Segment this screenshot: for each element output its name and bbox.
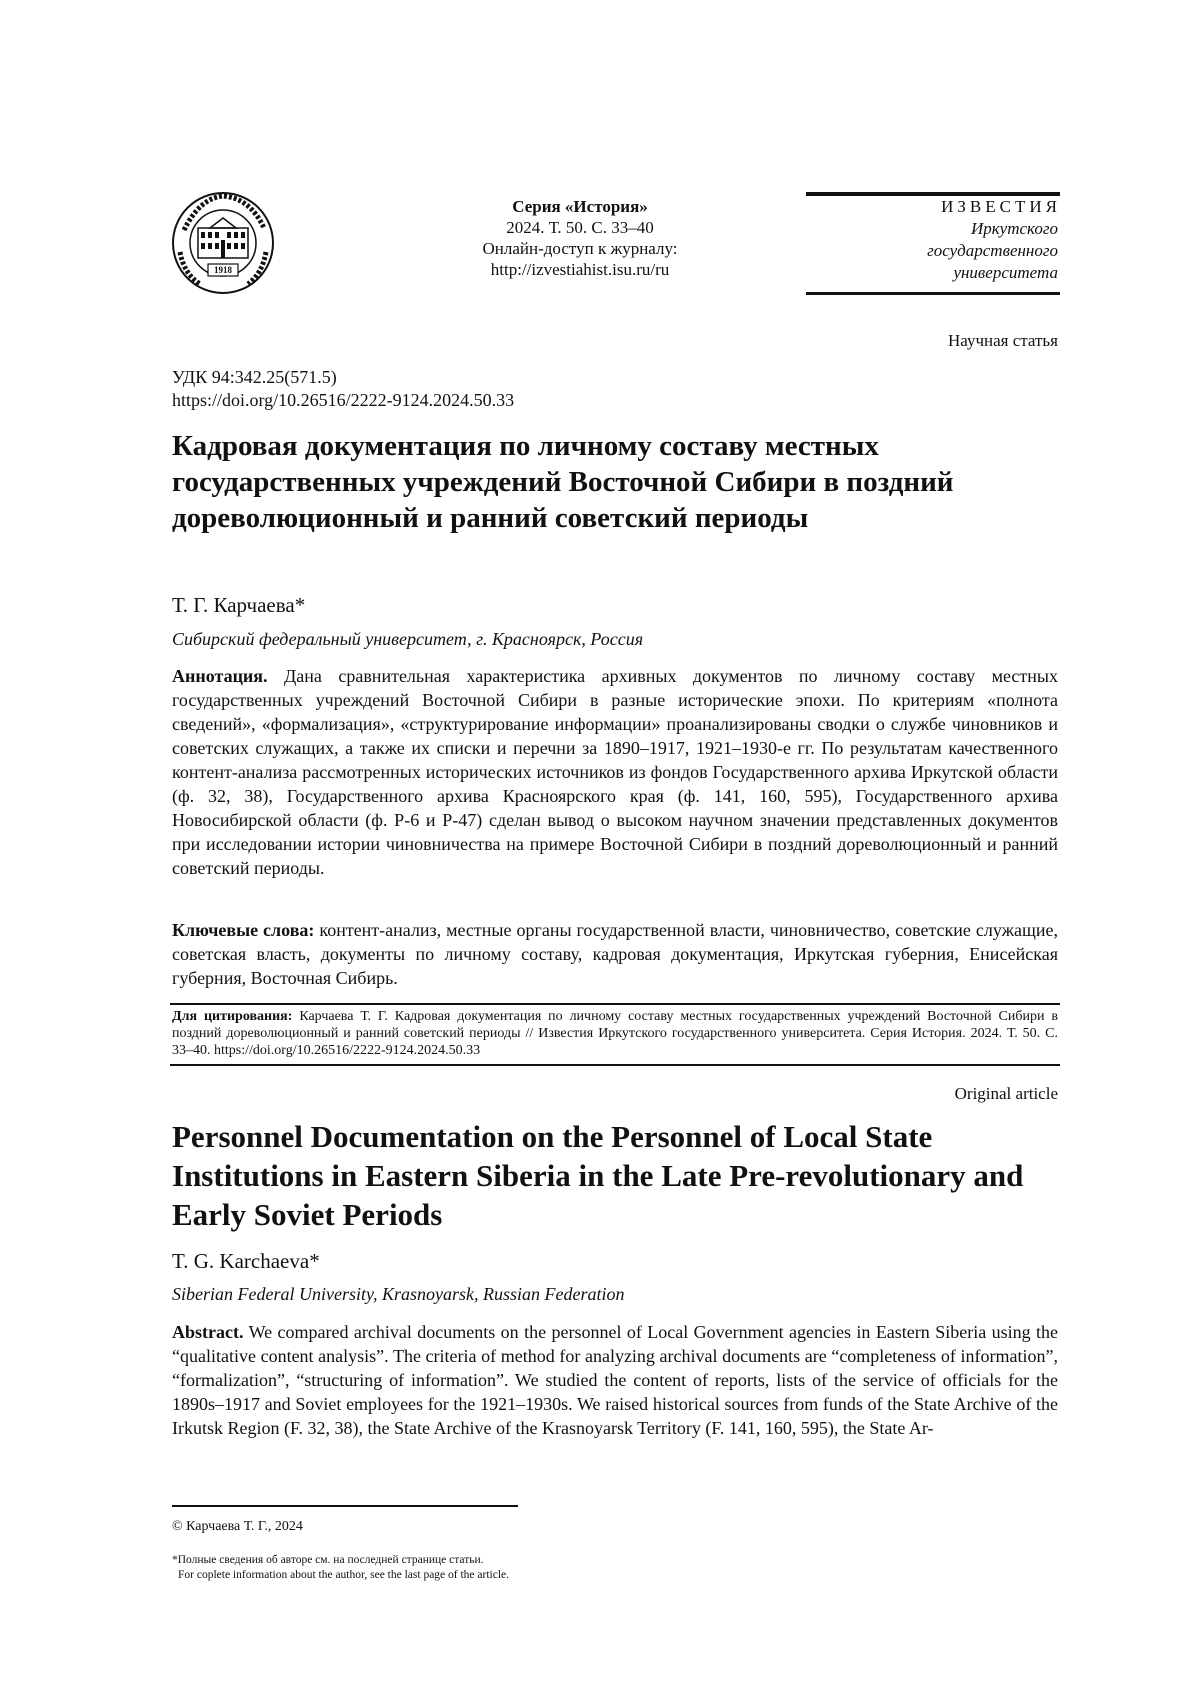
journal-name-line-2: Иркутского [970, 219, 1058, 238]
citation-label: Для цитирования: [172, 1009, 293, 1024]
journal-name-line-4: университета [953, 263, 1058, 282]
citation-bottom-rule [170, 1064, 1060, 1066]
journal-name-line-1: ИЗВЕСТИЯ [941, 197, 1061, 216]
footnote-rule [172, 1505, 518, 1507]
abstract-en-text: We compared archival documents on the personnel of Local Government agencies in Eastern Siberia using the “qualitative content analysis”. The criteria of method for analyzing archival documents are “completeness of information”, “formalization”, “structuring of information”. We studied the content of reports, lists of the service of officials for the 1890s–1917 and Soviet employees for the 1921–1930s. We raised historical sources from funds of the State Archive of the Irkutsk Region (F. 32, 38), the State Archive of the Krasnoyarsk Territory (F. 141, 160, 595), the State Ar- [172, 1322, 1058, 1438]
abstract-ru-text: Дана сравнительная характеристика архивных документов по личному составу местных государственных учреждений Восточной Сибири в разные исторические эпохи. По критериям «полнота сведений», «формализация», «структурирование информации» проанализированы сводки о службе чиновников и советских служащих, а также их списки и перечни за 1890–1917, 1921–1930-е гг. По результатам качественного контент-анализа рассмотренных исторических источников из фондов Государственного архива Иркутской области (ф. 32, 38), Государственного архива Красноярского края (ф. 141, 160, 595), Государственного архива Новосибирской области (ф. Р-6 и Р-47) сделан вывод о высоком научном значении представленных документов при исследовании истории чиновничества на примере Восточной Сибири в поздний дореволюционный и ранний советский периоды. [172, 666, 1059, 878]
title-en: Personnel Documentation on the Personnel of Local State Institutions in Eastern Siberia in the Late Pre-revolutionary and Early Soviet Periods [172, 1119, 1024, 1232]
university-logo [170, 190, 276, 296]
abstract-ru-label: Аннотация. [172, 666, 268, 686]
abstract-en-label: Abstract. [172, 1322, 244, 1342]
series-issue: 2024. Т. 50. С. 33–40 [506, 218, 654, 237]
keywords-ru [172, 918, 1058, 990]
abstract-en [172, 1320, 1058, 1440]
title-ru: Кадровая документация по личному составу местных государственных учреждений Восточной Сибири в поздний дореволюционный и ранний советский периоды [172, 430, 954, 534]
journal-name-line-3: государственного [927, 241, 1058, 260]
author-en: T. G. Karchaeva* [172, 1249, 320, 1273]
footnote-en: For coplete information about the author, see the last page of the article. [178, 1569, 510, 1581]
affiliation-ru: Сибирский федеральный университет, г. Красноярск, Россия [172, 629, 644, 649]
journal-bottom-rule [806, 292, 1060, 295]
doi[interactable]: https://doi.org/10.26516/2222-9124.2024.50.33 [172, 390, 515, 410]
footnote-ru: *Полные сведения об авторе см. на последней странице статьи. [172, 1554, 484, 1566]
copyright: © Карчаева Т. Г., 2024 [172, 1519, 303, 1534]
keywords-ru-label: Ключевые слова: [172, 920, 315, 940]
series-info [430, 196, 730, 280]
citation-text: Карчаева Т. Г. Кадровая документация по личному составу местных государственных учреждений Восточной Сибири в поздний дореволюционный и ранний советский периоды // Известия Иркутского государственного университета. Серия История. 2024. Т. 50. С. 33–40. https://doi.org/10.26516/2222-9124.2024.50.33 [172, 1009, 1058, 1058]
affiliation-en: Siberian Federal University, Krasnoyarsk, Russian Federation [172, 1284, 625, 1304]
article-type-en: Original article [954, 1084, 1058, 1103]
article-type-ru: Научная статья [947, 331, 1058, 350]
university-seal-icon [170, 190, 276, 296]
keywords-ru-text: контент-анализ, местные органы государственной власти, чиновничество, советские служащие, советская власть, документы по личному составу, кадровая документация, Иркутская губерния, Енисейская губерния, Восточная Сибирь. [172, 920, 1058, 988]
series-title: Серия «История» [512, 197, 648, 216]
series-url[interactable]: http://izvestiahist.isu.ru/ru [490, 260, 670, 279]
series-access: Онлайн-доступ к журналу: [482, 239, 678, 258]
citation-top-rule [170, 1003, 1060, 1005]
journal-name [806, 196, 1061, 284]
udk: УДК 94:342.25(571.5) [172, 367, 337, 387]
citation [172, 1008, 1058, 1059]
author-ru: Т. Г. Карчаева* [172, 593, 306, 617]
logo-year: 1918 [214, 265, 232, 275]
abstract-ru [172, 664, 1058, 880]
